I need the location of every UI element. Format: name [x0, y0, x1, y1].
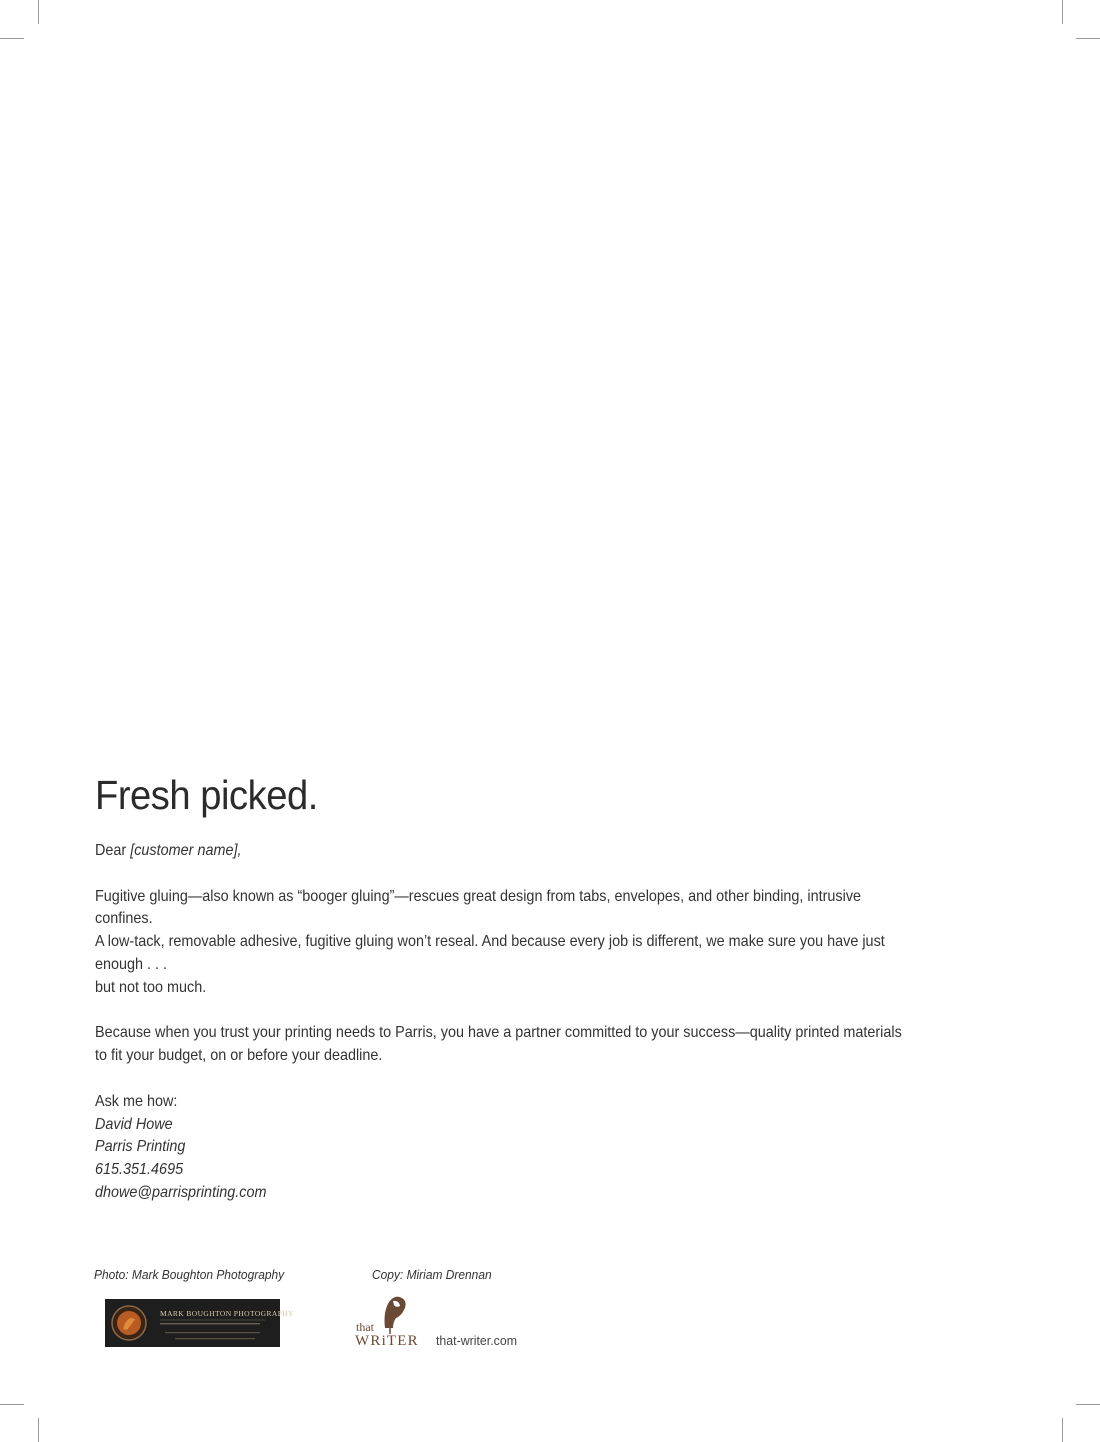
- quill-icon: [355, 1292, 445, 1348]
- photo-logo-graphic: [105, 1299, 294, 1347]
- svg-text:that: that: [356, 1320, 374, 1334]
- crop-mark: [0, 1404, 24, 1405]
- photo-credit: Photo: Mark Boughton Photography: [94, 1267, 285, 1282]
- writer-logo: [355, 1292, 445, 1348]
- svg-text:WRiTER: WRiTER: [355, 1333, 419, 1349]
- ask-me-how: Ask me how:: [95, 1092, 178, 1110]
- paragraph-2-line-1: Because when you trust your printing needs to Parris, you have a partner committed to your success—quality printed materials: [95, 1024, 902, 1042]
- letter-body: [95, 840, 905, 1205]
- paragraph-1-line-1: Fugitive gluing—also known as “booger gluing”—rescues great design from tabs, envelopes, and other binding, intrusive confines.: [95, 887, 862, 928]
- contact-email[interactable]: dhowe@parrisprinting.com: [95, 1183, 267, 1201]
- photo-logo: [105, 1299, 294, 1347]
- crop-mark: [38, 0, 39, 24]
- crop-mark: [1062, 1418, 1063, 1442]
- customer-name-placeholder: [customer name],: [130, 842, 242, 859]
- copy-credit: Copy: Miriam Drennan: [372, 1267, 492, 1282]
- writer-url[interactable]: that-writer.com: [436, 1333, 517, 1348]
- crop-mark: [1062, 0, 1063, 24]
- salutation-line: [95, 840, 905, 863]
- crop-mark: [1076, 1404, 1100, 1405]
- salutation: Dear: [95, 842, 127, 859]
- paragraph-1-line-3: but not too much.: [95, 978, 207, 996]
- paragraph-1-line-2: A low-tack, removable adhesive, fugitive gluing won’t reseal. And because every job is different, we make sure you have just enough . . .: [95, 933, 885, 973]
- crop-mark: [1076, 38, 1100, 39]
- paragraph-2-line-2: to fit your budget, on or before your deadline.: [95, 1047, 383, 1065]
- contact-name: David Howe: [95, 1115, 173, 1133]
- svg-text:MARK BOUGHTON PHOTOGRAPHY: MARK BOUGHTON PHOTOGRAPHY: [160, 1309, 294, 1318]
- crop-mark: [0, 38, 24, 39]
- contact-company: Parris Printing: [95, 1138, 186, 1156]
- contact-phone: 615.351.4695: [95, 1161, 184, 1179]
- crop-mark: [38, 1418, 39, 1442]
- headline: Fresh picked.: [95, 772, 318, 818]
